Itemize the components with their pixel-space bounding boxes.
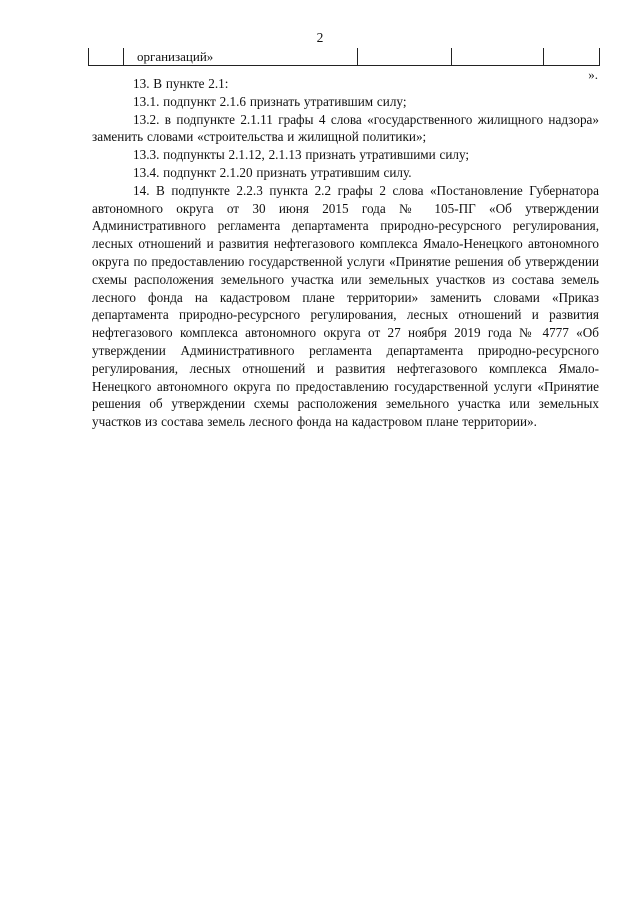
document-body xyxy=(92,75,599,431)
paragraph-13: 13. В пункте 2.1: xyxy=(133,76,229,91)
table-column-divider xyxy=(357,48,358,65)
paragraph-13-3: 13.3. подпункты 2.1.12, 2.1.13 признать утратившими силу; xyxy=(133,147,470,163)
table-column-divider xyxy=(451,48,452,65)
paragraph-13-2: 13.2. в подпункте 2.1.11 графы 4 слова «государственного жилищного надзора» заменить словами «строительства и жилищной политики»; xyxy=(92,111,599,145)
table-fragment xyxy=(88,48,600,66)
table-column-divider xyxy=(123,48,124,65)
closing-quote: ». xyxy=(588,67,598,82)
table-column-divider xyxy=(543,48,544,65)
page-number: 2 xyxy=(316,30,324,45)
paragraph-13-1: 13.1. подпункт 2.1.6 признать утратившим силу; xyxy=(133,93,407,109)
paragraph-13-4: 13.4. подпункт 2.1.20 признать утратившим силу. xyxy=(133,164,412,180)
table-cell-text: организаций» xyxy=(137,49,214,64)
paragraph-14: 14. В подпункте 2.2.3 пункта 2.2 графы 2 слова «Постановление Губернатора автономного округа от 30 июня 2015 года № 105-ПГ «Об утверждении Административного регламента департамента природно-ресурсного регулирования, лесных отношений и развития нефтегазового комплекса Ямало-Ненецкого автономного округа по предоставлению государственной услуги «Принятие решения об утверждении схемы расположения земельного участка или земельных участков из состава земель лесного фонда на кадастровом плане территории» заменить словами «Приказ департамента природно-ресурсного регулирования, лесных отношений и развития нефтегазового комплекса автономного округа от 27 ноября 2019 года № 4777 «Об утверждении Административного регламента департамента природно-ресурсного регулирования, лесных отношений и развития нефтегазового комплекса Ямало-Ненецкого автономного округа по предоставлению государственной услуги «Принятие решения об утверждении схемы расположения земельного участка или земельных участков из состава земель лесного фонда на кадастровом плане территории». xyxy=(92,182,599,430)
